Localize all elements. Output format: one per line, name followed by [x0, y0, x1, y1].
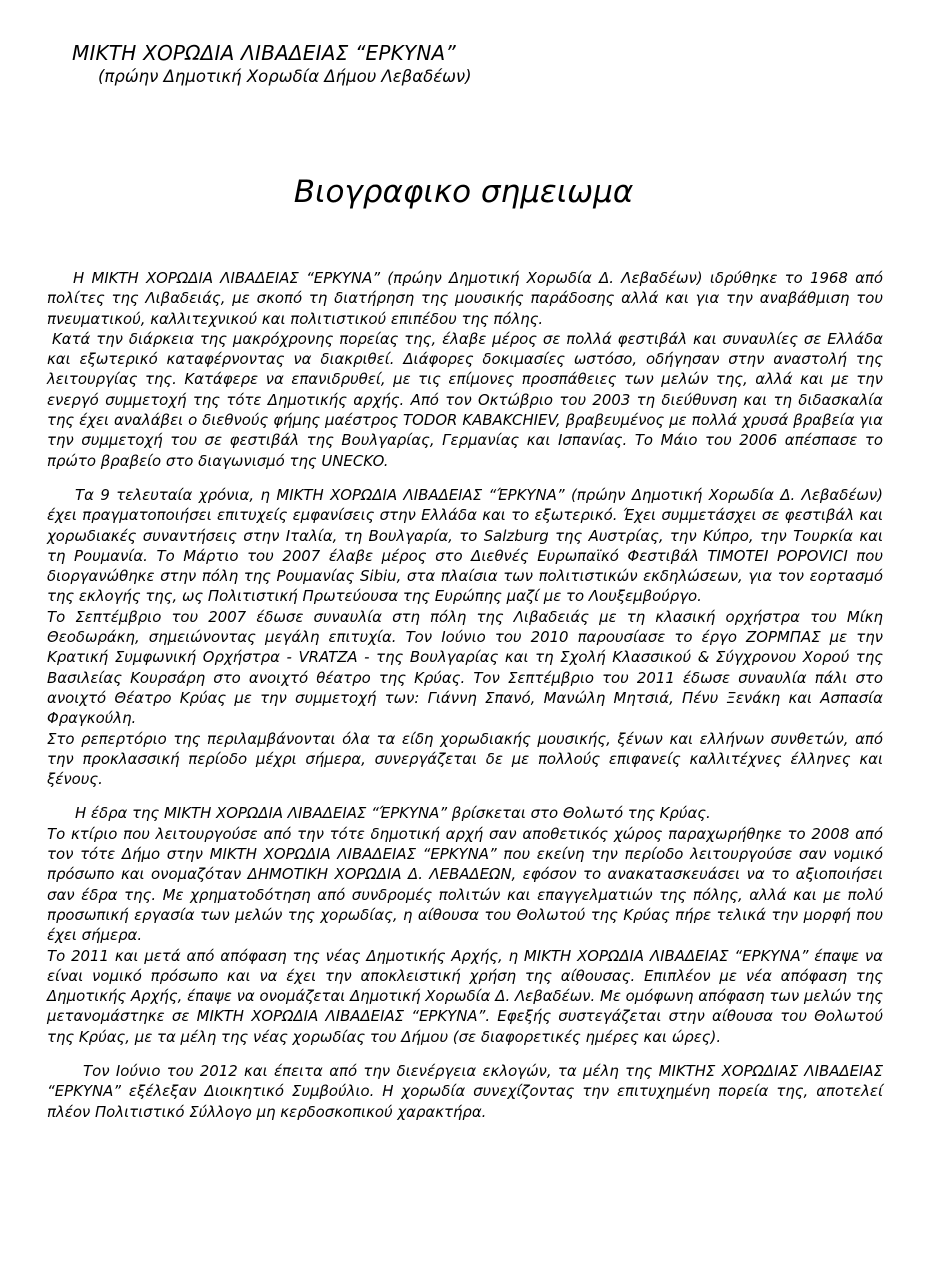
paragraph-concerts: Το Σεπτέμβριο του 2007 έδωσε συναυλία στη πόλη της Λιβαδειάς με τη κλασική ορχήστρα του Μίκη Θεοδωράκη, σημειώνοντας μεγάλη επιτυχία. Τον Ιούνιο του 2010 παρουσίασε το έργο ΖΟΡΜΠΑΣ με την Κρατική Συμφωνική Ορχήστρα - VRATZA - της Βουλγαρίας και τη Σχολή Κλασσικού & Σύγχρονου Χορού της Βασιλείας Κουρσάρη στο ανοιχτό θέατρο της Κρύας. Τον Σεπτέμβριο του 2011 έδωσε συναυλία πάλι στο ανοιχτό Θέατρο Κρύας με την συμμετοχή των: Γιάννη Σπανό, Μανώλη Μητσιά, Πένυ Ξενάκη και Ασπασία Φραγκούλη.	[47, 607, 883, 728]
document-title: Βιογραφικο σημειωμα	[293, 174, 634, 210]
paragraph-recent-years: Τα 9 τελευταία χρόνια, η ΜΙΚΤΗ ΧΟΡΩΔΙΑ ΛΙΒΑΔΕΙΑΣ “ΈΡΚΥΝΑ” (πρώην Δημοτική Χορωδία Δ. Λεβαδέων) έχει πραγματοποιήσει επιτυχείς εμφανίσεις στην Ελλάδα και το εξωτερικό. Έχει συμμετάσχει σε φεστιβάλ και χορωδιακές συναντήσεις στην Ιταλία, τη Βουλγαρία, το Salzburg της Αυστρίας, την Κύπρο, την Τουρκία και τη Ρουμανία. Το Μάρτιο του 2007 έλαβε μέρος στο Διεθνές Ευρωπαϊκό Φεστιβάλ TIMOTEI POPOVICI που διοργανώθηκε στην πόλη της Ρουμανίας Sibiu, στα πλαίσια των πολιτιστικών εκδηλώσεων, για τον εορτασμό της εκλογής της, ως Πολιτιστική Πρωτεύουσα της Ευρώπης μαζί με το Λουξεμβούργο.	[47, 485, 883, 606]
paragraph-2011: Το 2011 και μετά από απόφαση της νέας Δημοτικής Αρχής, η ΜΙΚΤΗ ΧΟΡΩΔΙΑ ΛΙΒΑΔΕΙΑΣ “ΕΡΚΥΝΑ” έπαψε να είναι νομικό πρόσωπο και να έχει την αποκλειστική χρήση της αίθουσας. Επιπλέον με νέα απόφαση της Δημοτικής Αρχής, έπαψε να ονομάζεται Δημοτική Χορωδία Δ. Λεβαδέων. Με ομόφωνη απόφαση των μελών της μετανομάστηκε σε ΜΙΚΤΗ ΧΟΡΩΔΙΑ ΛΙΒΑΔΕΙΑΣ “ΕΡΚΥΝΑ”. Εφεξής συστεγάζεται στην αίθουσα του Θολωτού της Κρύας, με τα μέλη της νέας χορωδίας του Δήμου (σε διαφορετικές ημέρες και ώρες).	[47, 946, 883, 1046]
organization-subtitle: (πρώην Δημοτική Χορωδία Δήμου Λεβαδέων)	[98, 67, 472, 86]
paragraph-building: Το κτίριο που λειτουργούσε από την τότε δημοτική αρχή σαν αποθετικός χώρος παραχωρήθηκε το 2008 από τον τότε Δήμο στην ΜΙΚΤΗ ΧΟΡΩΔΙΑ ΛΙΒΑΔΕΙΑΣ “ΕΡΚΥΝΑ” που εκείνη την περίοδο λειτουργούσε σαν νομικό πρόσωπο και ονομαζόταν ΔΗΜΟΤΙΚΗ ΧΟΡΩΔΙΑ Δ. ΛΕΒΑΔΕΩΝ, εφόσον το ανακατασκευάσει να το αξιοποιήσει σαν έδρα της. Με χρηματοδότηση από συνδρομές πολιτών και επαγγελματιών της πόλης, αλλά και με πολύ προσωπική εργασία των μελών της χορωδίας, η αίθουσα του Θολωτού της Κρύας πήρε τελικά την μορφή που έχει σήμερα.	[47, 824, 883, 945]
paragraph-history: Κατά την διάρκεια της μακρόχρονης πορείας της, έλαβε μέρος σε πολλά φεστιβάλ και συναυλίες σε Ελλάδα και εξωτερικό καταφέρνοντας να διακριθεί. Διάφορες δοκιμασίες ωστόσο, οδήγησαν στην αναστολή της λειτουργίας της. Κατάφερε να επανιδρυθεί, με τις επίμονες προσπάθειες των μελών της, αλλά και με την ενεργό συμμετοχή της τότε Δημοτικής αρχής. Από τον Οκτώβριο του 2003 τη διεύθυνση και τη διδασκαλία της έχει αναλάβει ο διεθνούς φήμης μαέστρος TODOR KABAKCHIEV, βραβευμένος με πολλά χρυσά βραβεία για την συμμετοχή του σε φεστιβάλ της Βουλγαρίας, Γερμανίας και Ισπανίας. Το Μάιο του 2006 απέσπασε το πρώτο βραβείο στο διαγωνισμό της UNECKO.	[47, 329, 883, 470]
document-body	[47, 268, 883, 1122]
paragraph-founding: Η ΜΙΚΤΗ ΧΟΡΩΔΙΑ ΛΙΒΑΔΕΙΑΣ “ΕΡΚΥΝΑ” (πρώην Δημοτική Χορωδία Δ. Λεβαδέων) ιδρύθηκε το 1968 από πολίτες της Λιβαδειάς, με σκοπό τη διατήρηση της μουσικής παράδοσης αλλά και για την αναβάθμιση του πνευματικού, καλλιτεχνικού και πολιτιστικού επιπέδου της πόλης.	[47, 269, 883, 328]
organization-name: ΜΙΚΤΗ ΧΟΡΩΔΙΑ ΛΙΒΑΔΕΙΑΣ “ΕΡΚΥΝΑ”	[72, 41, 456, 65]
letterhead	[72, 40, 472, 88]
paragraph-seat: Η έδρα της ΜΙΚΤΗ ΧΟΡΩΔΙΑ ΛΙΒΑΔΕΙΑΣ “ΈΡΚΥΝΑ” βρίσκεται στο Θολωτό της Κρύας.	[75, 804, 711, 823]
paragraph-repertoire: Στο ρεπερτόριο της περιλαμβάνονται όλα τα είδη χορωδιακής μουσικής, ξένων και ελλήνων συνθετών, από την προκλασσική περίοδο μέχρι σήμερα, συνεργάζεται δε με πολλούς επιφανείς καλλιτέχνες έλληνες και ξένους.	[47, 729, 883, 789]
paragraph-2012: Τον Ιούνιο του 2012 και έπειτα από την διενέργεια εκλογών, τα μέλη της ΜΙΚΤΗΣ ΧΟΡΩΔΙΑΣ ΛΙΒΑΔΕΙΑΣ “ΕΡΚΥΝΑ” εξέλεξαν Διοικητικό Συμβούλιο. Η χορωδία συνεχίζοντας την επιτυχημένη πορεία της, αποτελεί πλέον Πολιτιστικό Σύλλογο μη κερδοσκοπικού χαρακτήρα.	[47, 1061, 883, 1121]
